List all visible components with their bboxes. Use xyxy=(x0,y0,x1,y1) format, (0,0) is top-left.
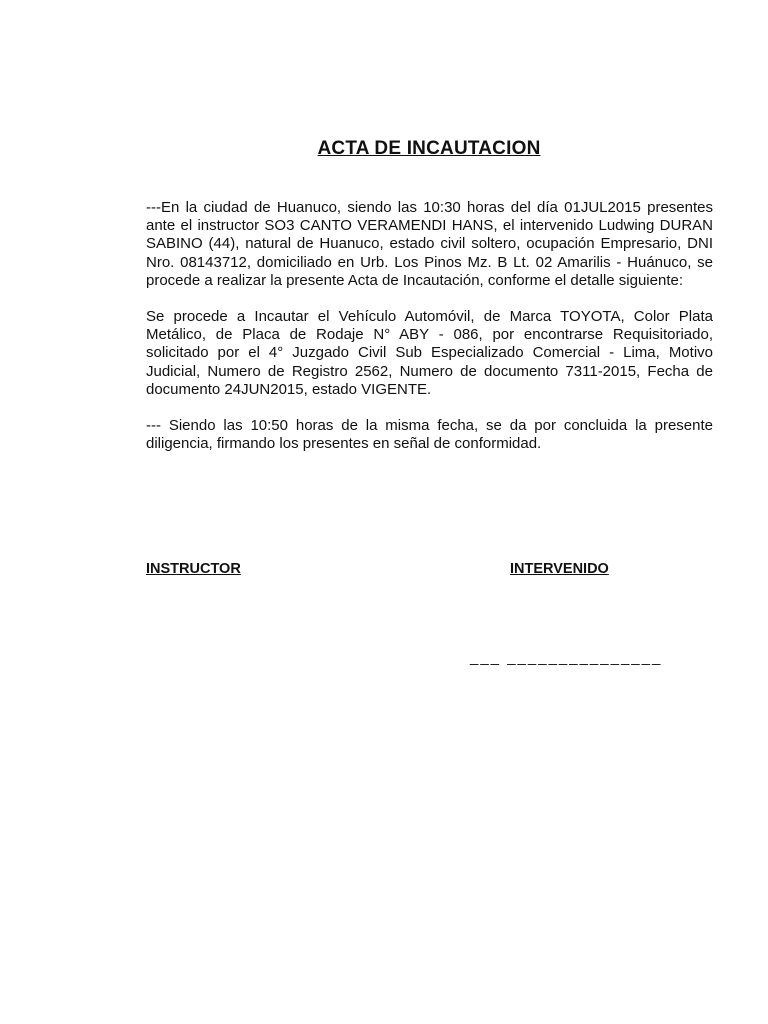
paragraph-detail: Se procede a Incautar el Vehículo Automóvil, de Marca TOYOTA, Color Plata Metálico, de Placa de Rodaje N° ABY - 086, por encontrarse Requisitoriado, solicitado por el 4° Juzgado Civil Sub Especializado Comercial - Lima, Motivo Judicial, Numero de Registro 2562, Numero de documento 7311-2015, Fecha de documento 24JUN2015, estado VIGENTE. xyxy=(146,308,713,398)
document-title: ACTA DE INCAUTACION xyxy=(317,138,541,159)
signature-line: ___ _______________ xyxy=(470,649,663,666)
instructor-label: INSTRUCTOR xyxy=(146,561,241,577)
document-body xyxy=(146,199,713,471)
paragraph-closing: --- Siendo las 10:50 horas de la misma fecha, se da por concluida la presente diligencia, firmando los presentes en señal de conformidad. xyxy=(146,417,713,453)
paragraph-intro: ---En la ciudad de Huanuco, siendo las 10:30 horas del día 01JUL2015 presentes ante el instructor SO3 CANTO VERAMENDI HANS, el intervenido Ludwing DURAN SABINO (44), natural de Huanuco, estado civil soltero, ocupación Empresario, DNI Nro. 08143712, domiciliado en Urb. Los Pinos Mz. B Lt. 02 Amarilis - Huánuco, se procede a realizar la presente Acta de Incautación, conforme el detalle siguiente: xyxy=(146,199,713,289)
intervenido-label: INTERVENIDO xyxy=(510,561,609,577)
